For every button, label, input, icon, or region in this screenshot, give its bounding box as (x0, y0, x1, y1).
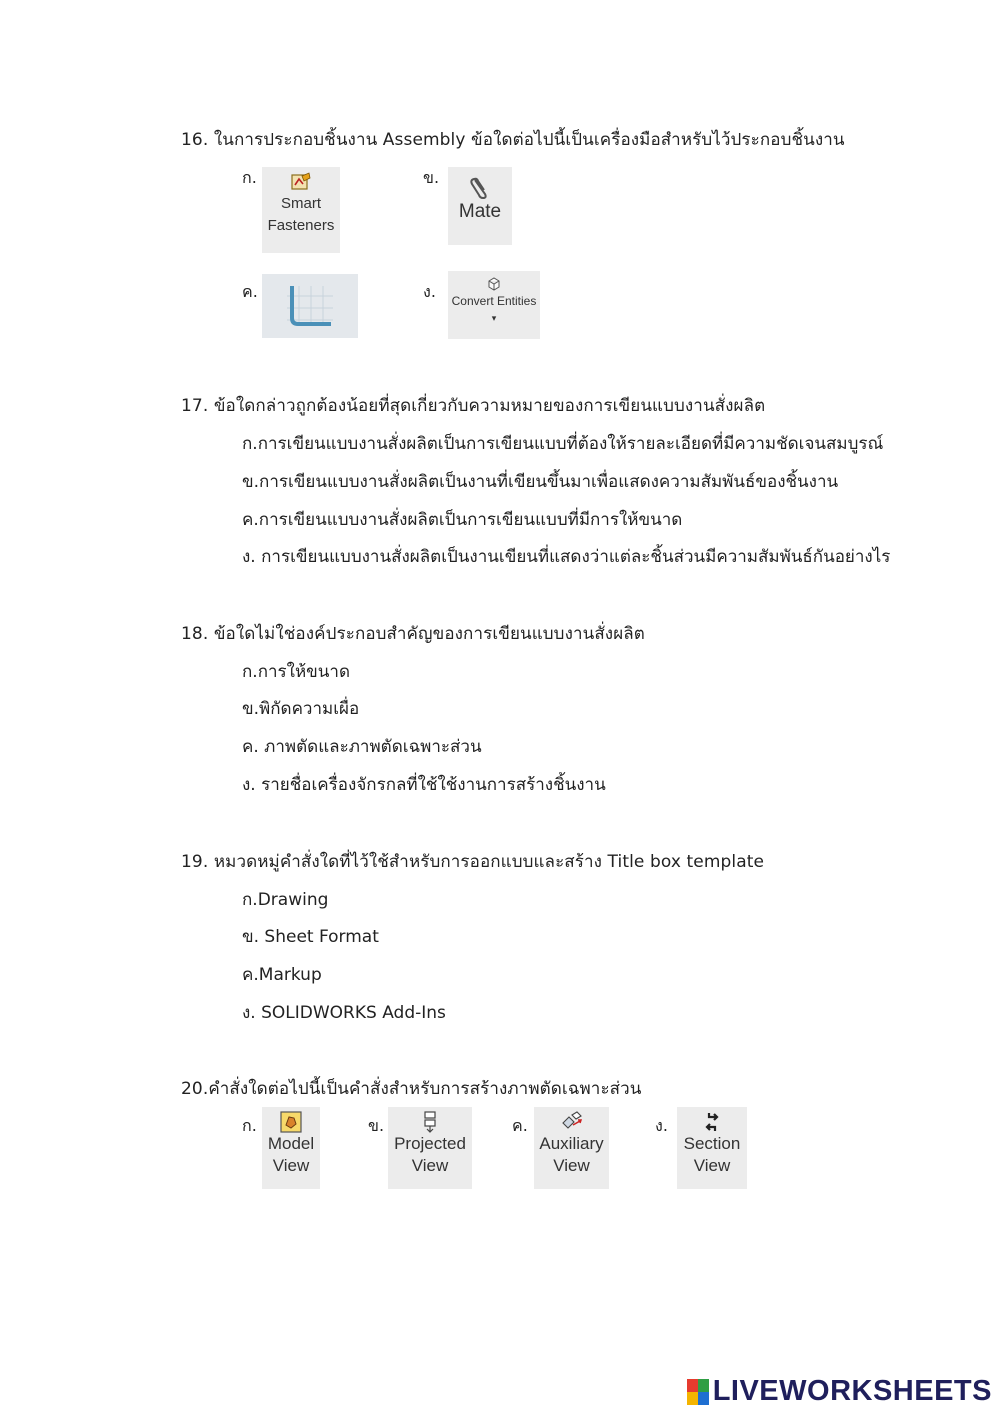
section-view-button[interactable] (677, 1107, 747, 1189)
liveworksheets-logo-icon (687, 1379, 709, 1405)
q19-option-b[interactable]: ข. Sheet Format (242, 927, 379, 947)
q19-option-d[interactable]: ง. SOLIDWORKS Add-Ins (242, 1003, 446, 1023)
q18-option-d[interactable]: ง. รายชื่อเครื่องจักรกลที่ใช้ใช้งานการสร้างชิ้นงาน (242, 775, 606, 795)
auxiliary-view-button[interactable] (534, 1107, 609, 1189)
q17-option-a[interactable]: ก.การเขียนแบบงานสั่งผลิตเป็นการเขียนแบบที่ต้องให้รายละเอียดที่มีความชัดเจนสมบูรณ์ (242, 434, 884, 454)
q19-option-c[interactable]: ค.Markup (242, 965, 322, 985)
projected-view-label-2: View (411, 1156, 449, 1175)
section-view-icon (677, 1107, 747, 1133)
model-view-label-2: View (272, 1156, 310, 1175)
chevron-down-icon[interactable]: ▾ (491, 313, 497, 323)
mate-label: Mate (458, 201, 502, 222)
q16-option-a-label: ก. (242, 168, 257, 187)
liveworksheets-logo[interactable] (687, 1375, 992, 1408)
convert-entities-button[interactable] (448, 271, 540, 339)
q20-option-b-label: ข. (368, 1116, 385, 1135)
q19-option-a[interactable]: ก.Drawing (242, 890, 329, 910)
q18-option-a[interactable]: ก.การให้ขนาด (242, 662, 351, 682)
q17-option-b[interactable]: ข.การเขียนแบบงานสั่งผลิตเป็นงานที่เขียนขึ้นมาเพื่อแสดงความสัมพันธ์ของชิ้นงาน (242, 472, 839, 492)
smart-fasteners-button[interactable] (262, 167, 340, 253)
q20-option-c-label: ค. (512, 1116, 528, 1135)
auxiliary-view-icon (534, 1107, 609, 1133)
auxiliary-view-label-2: View (553, 1156, 590, 1175)
smart-fasteners-icon (262, 167, 340, 192)
question-20: 20.คำสั่งใดต่อไปนี้เป็นคำสั่งสำหรับการสร้างภาพตัดเฉพาะส่วน (181, 1079, 642, 1099)
q16-option-d-label: ง. (423, 282, 436, 301)
q17-option-d[interactable]: ง. การเขียนแบบงานสั่งผลิตเป็นงานเขียนที่แสดงว่าแต่ละชิ้นส่วนมีความสัมพันธ์กันอย่างไร (242, 547, 891, 567)
liveworksheets-logo-text: LIVEWORKSHEETS (712, 1375, 992, 1407)
model-view-icon (262, 1107, 320, 1133)
paperclip-icon (448, 167, 512, 201)
q18-option-c[interactable]: ค. ภาพตัดและภาพตัดเฉพาะส่วน (242, 737, 482, 757)
q17-option-c[interactable]: ค.การเขียนแบบงานสั่งผลิตเป็นการเขียนแบบที่มีการให้ขนาด (242, 510, 683, 530)
question-19: 19. หมวดหมู่คำสั่งใดที่ไว้ใช้สำหรับการออกแบบและสร้าง Title box template (181, 852, 765, 872)
section-view-label-1: Section (683, 1134, 741, 1153)
model-view-label-1: Model (267, 1134, 315, 1153)
question-16: 16. ในการประกอบชิ้นงาน Assembly ข้อใดต่อไปนี้เป็นเครื่องมือสำหรับไว้ประกอบชิ้นงาน (181, 130, 845, 150)
q16-option-c-label: ค. (242, 282, 258, 301)
model-view-button[interactable] (262, 1107, 320, 1189)
cube-icon (448, 271, 540, 292)
convert-entities-label: Convert Entities (451, 294, 537, 308)
auxiliary-view-label-1: Auxiliary (539, 1134, 604, 1153)
q16-option-b-label: ข. (423, 168, 440, 187)
projected-view-label-1: Projected (394, 1134, 466, 1153)
fillet-corner-icon (262, 274, 358, 328)
q20-option-d-label: ง. (655, 1116, 668, 1135)
mate-button[interactable] (448, 167, 512, 245)
q18-option-b[interactable]: ข.พิกัดความเผื่อ (242, 699, 360, 719)
q20-option-a-label: ก. (242, 1116, 257, 1135)
question-17: 17. ข้อใดกล่าวถูกต้องน้อยที่สุดเกี่ยวกับความหมายของการเขียนแบบงานสั่งผลิต (181, 396, 766, 416)
projected-view-icon (388, 1107, 472, 1133)
fillet-corner-button[interactable] (262, 274, 358, 338)
question-18: 18. ข้อใดไม่ใช่องค์ประกอบสำคัญของการเขียนแบบงานสั่งผลิต (181, 624, 645, 644)
smart-fasteners-label-1: Smart (280, 195, 321, 212)
projected-view-button[interactable] (388, 1107, 472, 1189)
section-view-label-2: View (693, 1156, 731, 1175)
smart-fasteners-label-2: Fasteners (267, 217, 335, 234)
